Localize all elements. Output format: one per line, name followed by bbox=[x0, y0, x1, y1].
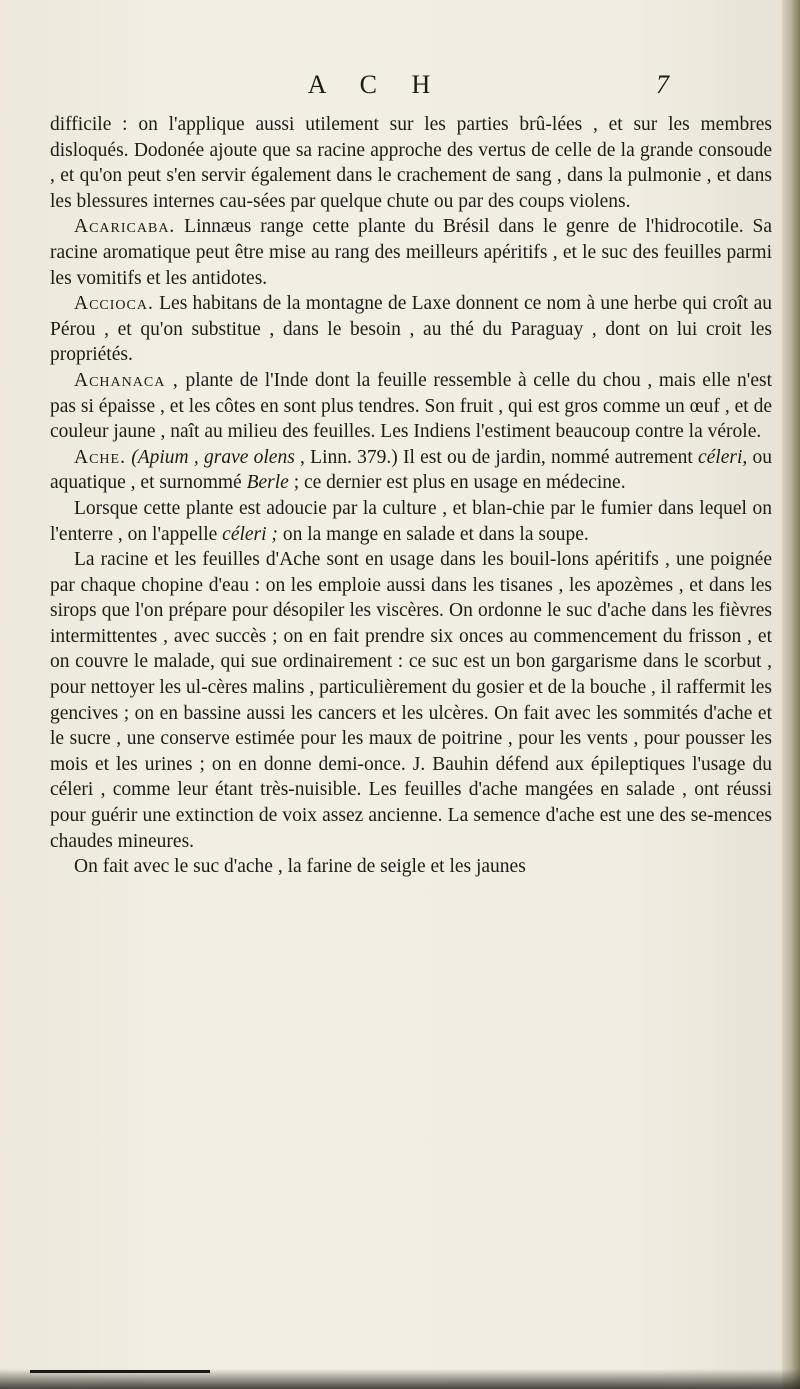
entry-term: Acaricaba. bbox=[74, 216, 176, 238]
latin-name: (Apium , grave olens bbox=[131, 446, 295, 468]
entry-term: Ache. bbox=[74, 446, 126, 468]
entry-ache: Ache. (Apium , grave olens , Linn. 379.) Il est ou de jardin, nommé autrement céleri, ou aquatique , et surnommé Berle ; ce dernier est plus en usage en médecine. bbox=[50, 446, 772, 494]
running-title: A C H bbox=[307, 70, 445, 99]
entry-term: Accioca. bbox=[74, 293, 154, 315]
page-number: 7 bbox=[656, 70, 669, 99]
running-header bbox=[0, 70, 800, 106]
entry-achanaca: Achanaca , plante de l'Inde dont la feuille ressemble à celle du chou , mais elle n'est pas si épaisse , et les côtes en sont plus tendres. Son fruit , qui est gros comme un œuf , et de couleur jaune , naît au milieu des feuilles. Les Indiens l'estiment beaucoup contre la vérole. bbox=[50, 369, 772, 443]
body-text bbox=[50, 112, 772, 880]
paragraph-final: On fait avec le suc d'ache , la farine de seigle et les jaunes bbox=[74, 856, 526, 878]
entry-acaricaba: Acaricaba. Linnæus range cette plante du Brésil dans le genre de l'hidrocotile. Sa racine aromatique peut être mise au rang des meilleurs apéritifs , et le suc des feuilles parmi les vomitifs et les antidotes. bbox=[50, 216, 772, 289]
page-edge-stripe bbox=[30, 1370, 210, 1373]
entry-term: Achanaca , bbox=[74, 369, 179, 391]
paragraph-continuation: difficile : on l'applique aussi utilement sur les parties brû-lées , et sur les membres disloqués. Dodonée ajoute que sa racine approche des vertus de celle de la grande consoude , et qu'on peut s'en servir également dans le crachement de sang , dans la pulmonie , et dans les blessures internes cau-sées par quelque chute ou par des coups violens. bbox=[50, 114, 772, 212]
paragraph-celeri: Lorsque cette plante est adoucie par la culture , et blan-chie par le fumier dans lequel on l'enterre , on l'appelle céleri ; on la mange en salade et dans la soupe. bbox=[50, 497, 772, 545]
page-edge-right bbox=[782, 0, 800, 1389]
entry-accioca: Accioca. Les habitans de la montagne de Laxe donnent ce nom à une herbe qui croît au Pérou , et qu'on substitue , dans le besoin , au thé du Paraguay , dont on lui croit les propriétés. bbox=[50, 293, 772, 366]
paragraph-uses: La racine et les feuilles d'Ache sont en usage dans les bouil-lons apéritifs , une poignée par chaque chopine d'eau : on les emploie aussi dans les tisanes , les apozèmes , et dans les sirops que l'on prépare pour désopiler les viscères. On ordonne le suc d'ache dans les fièvres intermittentes , avec succès ; on en fait prendre six onces au commencement du frisson , et on couvre le malade, qui sue ordinairement : ce suc est un bon gargarisme dans le scorbut , pour nettoyer les ul-cères malins , particulièrement du gosier et de la bouche , il raffermit les gencives ; on en bassine aussi les cancers et les ulcères. On fait avec les sommités d'ache et le sucre , une conserve estimée pour les maux de poitrine , pour les vents , pour pousser les mois et les urines ; on en donne demi-once. J. Bauhin défend aux épileptiques l'usage du céleri , comme leur étant très-nuisible. Les feuilles d'ache mangées en salade , ont réussi pour guérir une extinction de voix assez ancienne. La semence d'ache est une des se-mences chaudes mineures. bbox=[50, 549, 772, 852]
